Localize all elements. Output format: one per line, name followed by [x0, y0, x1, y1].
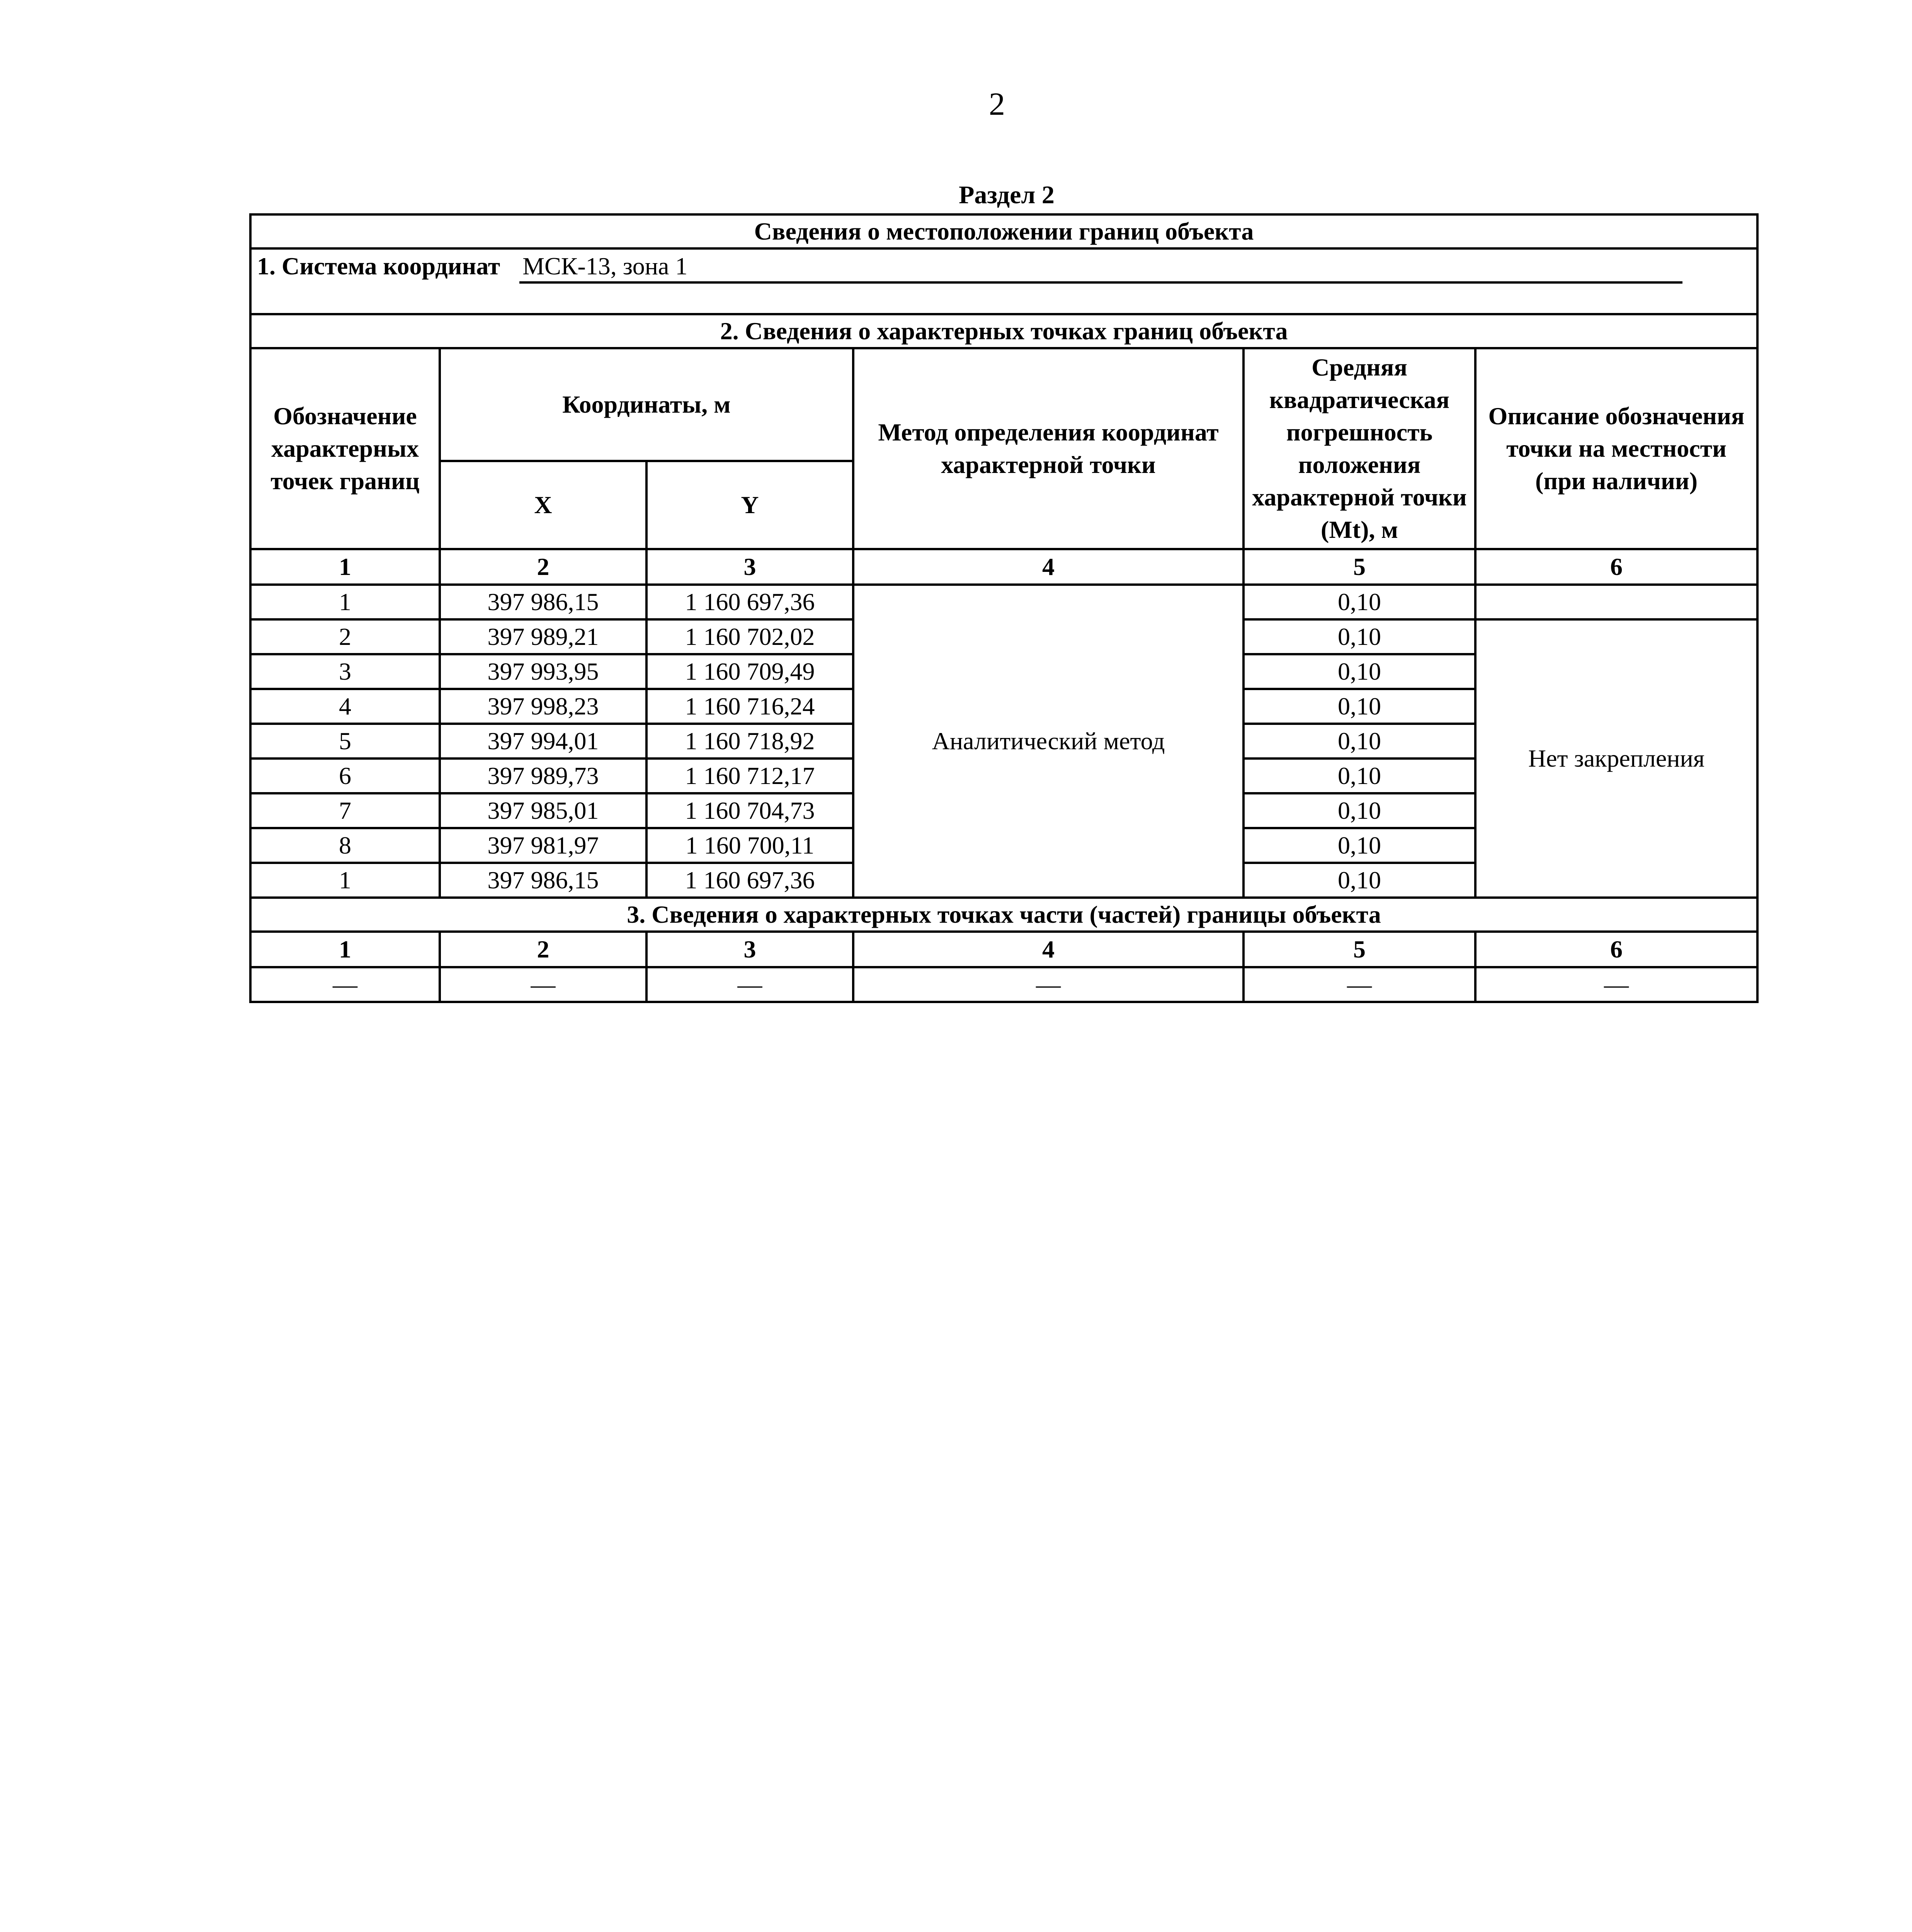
boundary-table: [249, 213, 1759, 1003]
y-cell: 1 160 697,36: [646, 863, 853, 898]
point-cell: 7: [250, 793, 440, 828]
point-cell: 8: [250, 828, 440, 863]
empty-cell: —: [1243, 967, 1475, 1002]
column-number: 5: [1243, 932, 1475, 967]
x-cell: 397 998,23: [440, 689, 646, 724]
header-x: X: [440, 461, 646, 549]
header-y: Y: [646, 461, 853, 549]
section-heading: Сведения о местоположении границ объекта: [250, 214, 1757, 248]
error-cell: 0,10: [1243, 793, 1475, 828]
point-cell: 4: [250, 689, 440, 724]
description-cell: Нет закрепления: [1475, 619, 1757, 898]
y-cell: 1 160 709,49: [646, 654, 853, 689]
column-number: 3: [646, 549, 853, 585]
blank-row: [250, 285, 1757, 314]
error-cell: 0,10: [1243, 724, 1475, 759]
error-cell: 0,10: [1243, 619, 1475, 654]
parts-section-title: 3. Сведения о характерных точках части (частей) границы объекта: [250, 898, 1757, 932]
error-cell: 0,10: [1243, 689, 1475, 724]
column-number: 1: [250, 932, 440, 967]
column-number: 5: [1243, 549, 1475, 585]
empty-cell: —: [853, 967, 1243, 1002]
table-row: [250, 585, 1757, 619]
point-cell: 1: [250, 585, 440, 619]
empty-cell: —: [646, 967, 853, 1002]
empty-cell: —: [1475, 967, 1757, 1002]
x-cell: 397 986,15: [440, 863, 646, 898]
method-cell: Аналитический метод: [853, 585, 1243, 898]
points-section-title: 2. Сведения о характерных точках границ объекта: [250, 314, 1757, 348]
column-number: 2: [440, 549, 646, 585]
y-cell: 1 160 704,73: [646, 793, 853, 828]
point-cell: 5: [250, 724, 440, 759]
empty-cell: —: [250, 967, 440, 1002]
y-cell: 1 160 716,24: [646, 689, 853, 724]
x-cell: 397 993,95: [440, 654, 646, 689]
table-row: [250, 967, 1757, 1002]
header-description: Описание обозначения точки на местности (при наличии): [1475, 348, 1757, 549]
x-cell: 397 981,97: [440, 828, 646, 863]
error-cell: 0,10: [1243, 863, 1475, 898]
error-cell: 0,10: [1243, 759, 1475, 793]
column-number: 6: [1475, 932, 1757, 967]
column-number: 2: [440, 932, 646, 967]
y-cell: 1 160 712,17: [646, 759, 853, 793]
point-cell: 3: [250, 654, 440, 689]
column-number: 6: [1475, 549, 1757, 585]
coordinate-system-row: [250, 248, 1757, 285]
column-number: 3: [646, 932, 853, 967]
header-coordinates: Координаты, м: [440, 348, 853, 461]
y-cell: 1 160 700,11: [646, 828, 853, 863]
point-cell: 6: [250, 759, 440, 793]
x-cell: 397 994,01: [440, 724, 646, 759]
column-number: 4: [853, 549, 1243, 585]
error-cell: 0,10: [1243, 585, 1475, 619]
page-number: 2: [989, 86, 1005, 122]
y-cell: 1 160 718,92: [646, 724, 853, 759]
header-designation: Обозначение характерных точек границ: [250, 348, 440, 549]
error-cell: 0,10: [1243, 828, 1475, 863]
point-cell: 1: [250, 863, 440, 898]
error-cell: 0,10: [1243, 654, 1475, 689]
description-cell-empty: [1475, 585, 1757, 619]
header-error: Средняя квадратическая погрешность положения характерной точки (Mt), м: [1243, 348, 1475, 549]
x-cell: 397 989,21: [440, 619, 646, 654]
x-cell: 397 989,73: [440, 759, 646, 793]
header-method: Метод определения координат характерной точки: [853, 348, 1243, 549]
column-number: 1: [250, 549, 440, 585]
x-cell: 397 986,15: [440, 585, 646, 619]
y-cell: 1 160 702,02: [646, 619, 853, 654]
point-cell: 2: [250, 619, 440, 654]
coordinate-system-value: МСК-13, зона 1: [519, 251, 1682, 284]
coordinate-system-label: 1. Система координат: [257, 252, 500, 280]
empty-cell: —: [440, 967, 646, 1002]
column-number: 4: [853, 932, 1243, 967]
x-cell: 397 985,01: [440, 793, 646, 828]
y-cell: 1 160 697,36: [646, 585, 853, 619]
section-title: Раздел 2: [959, 181, 1055, 209]
